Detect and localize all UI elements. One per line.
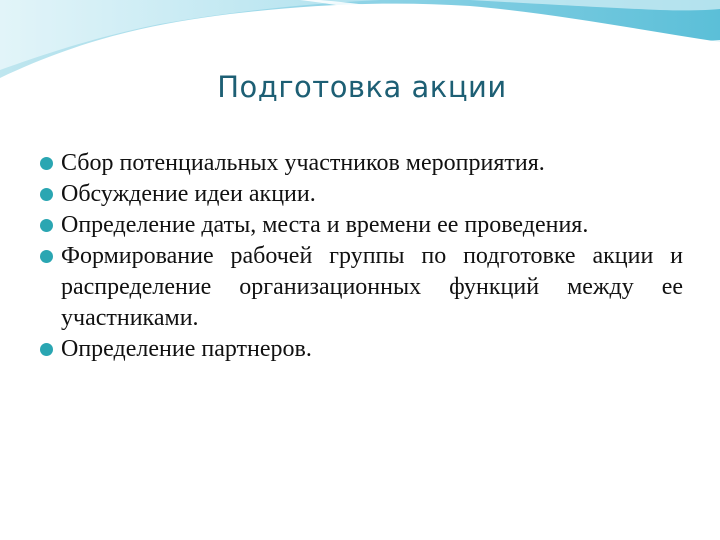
slide-title bbox=[0, 70, 720, 104]
list-item-text: Определение партнеров. bbox=[61, 336, 312, 362]
bullet-dot-icon bbox=[40, 250, 53, 263]
slide-title-text: Подготовка акции bbox=[217, 70, 507, 104]
list-item-text: Определение даты, места и времени ее проведения. bbox=[61, 212, 589, 238]
bullet-dot-icon bbox=[40, 188, 53, 201]
list-item-text: Обсуждение идеи акции. bbox=[61, 181, 316, 207]
list-item bbox=[40, 148, 683, 179]
bullet-dot-icon bbox=[40, 157, 53, 170]
list-item bbox=[40, 334, 683, 365]
bullet-list bbox=[40, 148, 683, 365]
bullet-dot-icon bbox=[40, 219, 53, 232]
list-item-text: Сбор потенциальных участников мероприятия. bbox=[61, 150, 545, 176]
bullet-dot-icon bbox=[40, 343, 53, 356]
list-item bbox=[40, 179, 683, 210]
list-item bbox=[40, 241, 683, 334]
list-item-text: Формирование рабочей группы по подготовке акции и распределение организационных функций между ее участниками. bbox=[61, 243, 683, 331]
list-item bbox=[40, 210, 683, 241]
